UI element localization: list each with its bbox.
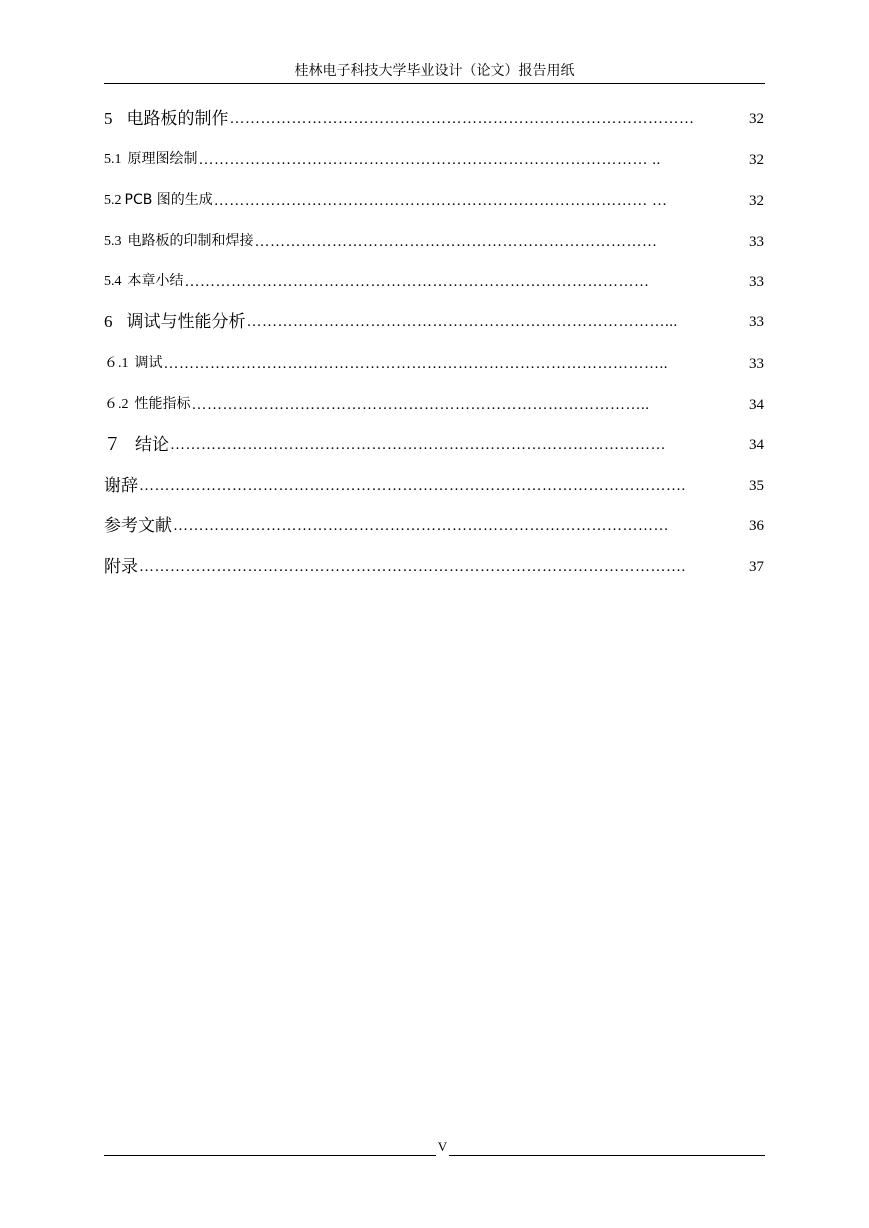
footer-rule-left <box>104 1155 436 1156</box>
toc-entry-number: 6 <box>104 312 113 331</box>
toc-entry-page: 33 <box>749 314 764 330</box>
toc-entry-title: 参考文献 <box>104 516 172 536</box>
toc-entry-page: 33 <box>749 356 764 372</box>
toc-entry-title: 结论 <box>135 435 169 455</box>
toc-entry-page: 34 <box>749 437 764 453</box>
toc-entry[interactable] <box>104 189 764 213</box>
toc-entry-number: ６.1 <box>104 356 129 371</box>
toc-entry[interactable] <box>104 106 764 132</box>
toc-leader: …………………………………………………………………………………… <box>173 518 669 534</box>
page-header-title: 桂林电子科技大学毕业设计（论文）报告用纸 <box>294 63 575 79</box>
toc-entry-title: 附录 <box>104 557 138 577</box>
toc-leader: …………………………………………………………………………….. <box>191 397 650 413</box>
toc-entry-page: 34 <box>749 397 764 413</box>
toc-leader: ………………………………………………………………………… … <box>213 193 668 209</box>
toc-entry-page: 37 <box>749 559 764 575</box>
toc-leader: …………………………………………………………………………………… <box>170 437 666 453</box>
toc-entry[interactable] <box>104 432 764 458</box>
toc-entry-title: 调试与性能分析 <box>126 312 246 332</box>
toc-entry-title: 谢辞 <box>104 476 138 496</box>
toc-entry[interactable] <box>104 352 764 376</box>
toc-entry-page: 32 <box>749 193 764 209</box>
toc-leader: …………………………………………………………………… <box>254 234 658 250</box>
toc-entry[interactable] <box>104 554 764 580</box>
toc-leader: …………………………………………………………………………… .. <box>198 152 661 168</box>
footer-page-number: V <box>437 1139 448 1154</box>
toc-entry[interactable] <box>104 270 764 294</box>
toc-entry-number: ６.2 <box>104 397 129 412</box>
toc-entry-title: 电路板的印制和焊接 <box>127 233 254 249</box>
toc-entry-number: 5.1 <box>104 152 122 167</box>
toc-leader: ……………………………………………………………………………… <box>229 111 695 127</box>
toc-leader: ………………………………………………………………………... <box>246 314 678 330</box>
toc-entry-number: ７ <box>104 435 121 454</box>
toc-entry-page: 33 <box>749 234 764 250</box>
toc-entry-page: 35 <box>749 478 764 494</box>
toc-entry[interactable] <box>104 230 764 254</box>
toc-entry-number: 5.3 <box>104 234 122 249</box>
toc-leader: …………………………………………………………………………………….. <box>163 356 668 372</box>
toc-entry[interactable] <box>104 148 764 172</box>
toc-entry-page: 32 <box>749 152 764 168</box>
toc-entry-page: 33 <box>749 274 764 290</box>
toc-leader: ……………………………………………………………………………………………. <box>139 478 686 494</box>
toc-entry-page: 36 <box>749 518 764 534</box>
toc-entry-page: 32 <box>749 111 764 127</box>
toc-entry-number: 5.2 <box>104 193 122 208</box>
toc-entry[interactable] <box>104 473 764 499</box>
toc-entry-title: 性能指标 <box>134 396 191 412</box>
toc-entry-title: 原理图绘制 <box>127 151 198 167</box>
toc-leader: ……………………………………………………………………………… <box>184 274 650 290</box>
toc-entry[interactable] <box>104 309 764 335</box>
toc-leader: ……………………………………………………………………………………………. <box>139 559 686 575</box>
header-rule <box>104 83 765 84</box>
toc-entry[interactable] <box>104 393 764 417</box>
toc-entry-title: 电路板的制作 <box>126 109 229 129</box>
toc-entry-number: 5.4 <box>104 274 122 289</box>
toc-entry-number: 5 <box>104 109 113 128</box>
footer-rule-right <box>449 1155 765 1156</box>
toc-entry-title: 调试 <box>134 355 163 371</box>
toc-entry-title: 本章小结 <box>127 273 184 289</box>
toc-entry-title: PCB 图的生成 <box>124 192 213 208</box>
toc-entry[interactable] <box>104 513 764 539</box>
